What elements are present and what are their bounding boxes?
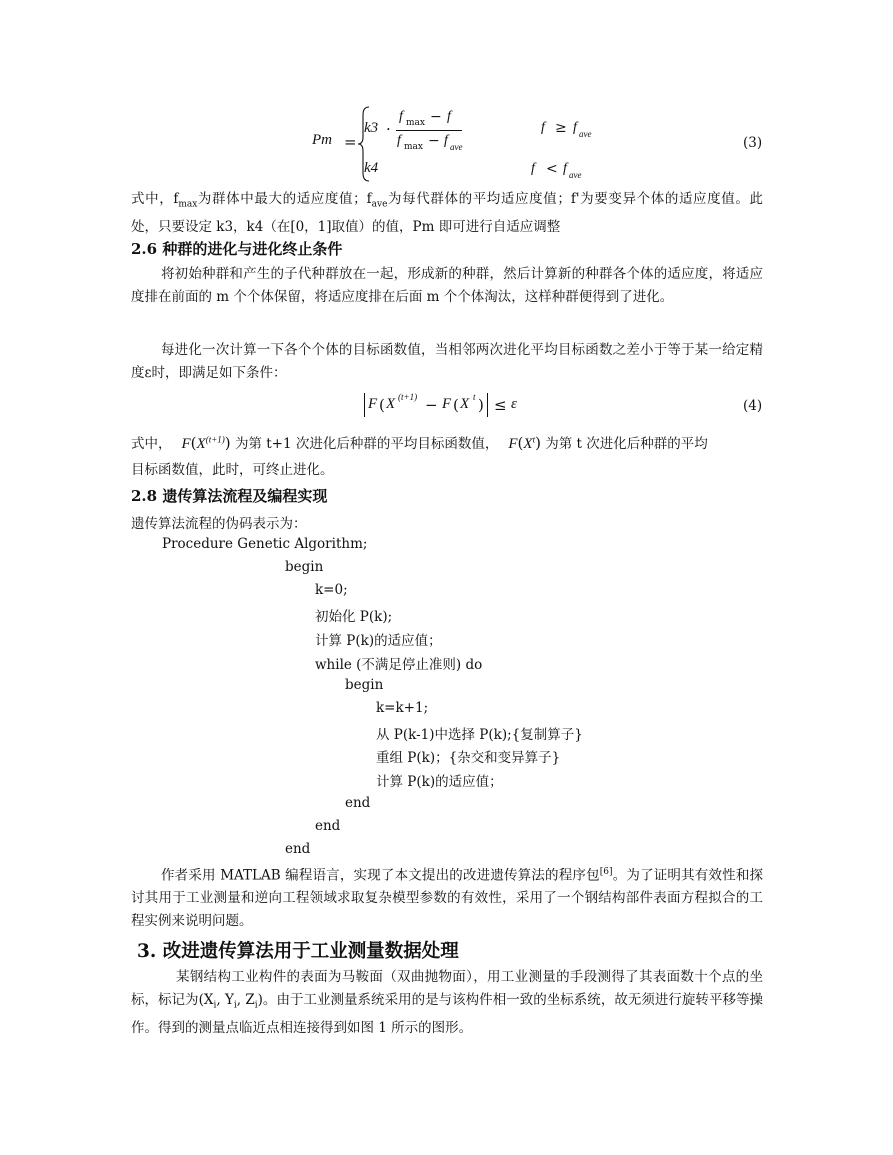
eq3-cond1-f: f: [541, 120, 545, 135]
code-line: end: [345, 795, 371, 811]
code-line: begin: [345, 677, 384, 693]
eq4-F1: F: [368, 396, 378, 412]
eq3-den-max: max: [404, 142, 423, 152]
eq3-num-minus: −: [430, 109, 442, 125]
eq4-X2: X: [460, 396, 470, 412]
code-line: 初始化 P(k);: [315, 609, 393, 625]
eq3-fraction-bar: [396, 130, 462, 131]
eq3-num-max: max: [406, 118, 425, 128]
eq4-number: (4): [743, 398, 763, 414]
eq3-k3: k3: [364, 120, 379, 136]
eq4-sup2: t: [473, 392, 476, 402]
eq4-sup1: (t+1): [398, 392, 418, 402]
code-line: begin: [285, 559, 324, 575]
eq4-F2: F: [442, 396, 452, 412]
eq4-op: ≤: [494, 396, 507, 414]
code-line: k=0;: [315, 582, 348, 598]
eq4-explanation-line-1: 式中， $F(X^{(t+1)})$ 为第 t+1 次进化后种群的平均目标函数值， $F(X^t)$ 为第 t 次进化后种群的平均: [131, 434, 708, 452]
eq3-dot: ·: [386, 120, 391, 138]
section-2-6-paragraph-2: 每进化一次计算一下各个个体的目标函数值，当相邻两次进化平均目标函数之差小于等于某一给定精度ε时，即满足如下条件：: [131, 342, 763, 381]
eq3-den-ave: ave: [450, 142, 463, 152]
eq3-lhs: Pm: [312, 132, 332, 148]
code-line: while (不满足停止准则) do: [315, 657, 483, 673]
eq3-den-minus: −: [428, 133, 440, 149]
section-2-8-intro: 遗传算法流程的伪码表示为：: [131, 516, 307, 532]
code-line: 计算 P(k)的适应值；: [315, 633, 442, 649]
eq3-cond2-op: <: [546, 161, 558, 177]
code-line: 从 P(k-1)中选择 P(k);{复制算子}: [376, 727, 583, 743]
code-line: 重组 P(k)；{杂交和变异算子}: [376, 750, 561, 766]
eq3-cond1-f2: f: [573, 120, 577, 135]
eq3-cond2-f: f: [531, 161, 535, 176]
eq4-X1: X: [386, 396, 396, 412]
eq3-num-f: f: [399, 109, 403, 124]
section-2-8-paragraph: 作者采用 MATLAB 编程语言，实现了本文提出的改进遗传算法的程序包[6]。为了证明其有效性和探讨其用于工业测量和逆向工程领域求取复杂模型参数的有效性，采用了一个钢结构部件表面方程拟合的工程实例来说明问题。: [131, 867, 764, 929]
code-line: k=k+1;: [376, 700, 429, 716]
section-2-6-heading: 2.6 种群的进化与进化终止条件: [131, 240, 343, 258]
code-line: Procedure Genetic Algorithm;: [162, 536, 368, 552]
eq4-eps: ε: [511, 396, 517, 412]
code-line: end: [285, 841, 311, 857]
eq3-cond1-op: ≥: [555, 120, 567, 136]
eq3-cond1-ave: ave: [579, 129, 592, 139]
code-line: end: [315, 818, 341, 834]
section-3-paragraph: 某钢结构工业构件的表面为马鞍面（双曲抛物面），用工业测量的手段测得了其表面数十个点的坐标，标记为($X_i$, $Y_i$, $Z_i$)。由于工业测量系统采用的是与该构件相一致的坐标系统，故无须进行旋转平移等操作。得到的测量点临近点相连接得到如图 1 所示的图形。: [131, 969, 763, 1036]
eq3-number: (3): [743, 135, 763, 151]
section-3-heading: 3. 改进遗传算法用于工业测量数据处理: [137, 941, 459, 962]
eq3-num-f2: f: [447, 109, 451, 124]
eq3-cond2-ave: ave: [569, 170, 582, 180]
eq4-abs-bar-right: [487, 393, 488, 417]
eq3-explanation: 式中，$f_{max}$为群体中最大的适应度值；$f_{ave}$为每代群体的平均适应度值；f'为要变异个体的适应度值。此处，只要设定 k3，k4（在[0，1]取值）的值，Pm 即可进行自适应调整: [131, 191, 763, 236]
section-2-8-heading: 2.8 遗传算法流程及编程实现: [131, 487, 328, 505]
eq4-minus: −: [425, 396, 438, 414]
eq4-explanation-line-2: 目标函数值，此时，可终止进化。: [131, 462, 334, 478]
code-line: 计算 P(k)的适应值；: [376, 774, 503, 790]
eq3-k4: k4: [364, 160, 379, 176]
eq4-abs-bar-left: [364, 393, 365, 417]
eq3-den-f2: f: [444, 133, 448, 148]
section-2-6-paragraph-1: 将初始种群和产生的子代种群放在一起，形成新的种群，然后计算新的种群各个体的适应度，将适应度排在前面的 m 个个体保留，将适应度排在后面 m 个个体淘汰，这样种群便得到了进化。: [131, 266, 763, 305]
eq3-den-f: f: [397, 133, 401, 148]
eq3-equals: =: [344, 133, 357, 151]
eq3-cond2-f2: f: [563, 161, 567, 176]
